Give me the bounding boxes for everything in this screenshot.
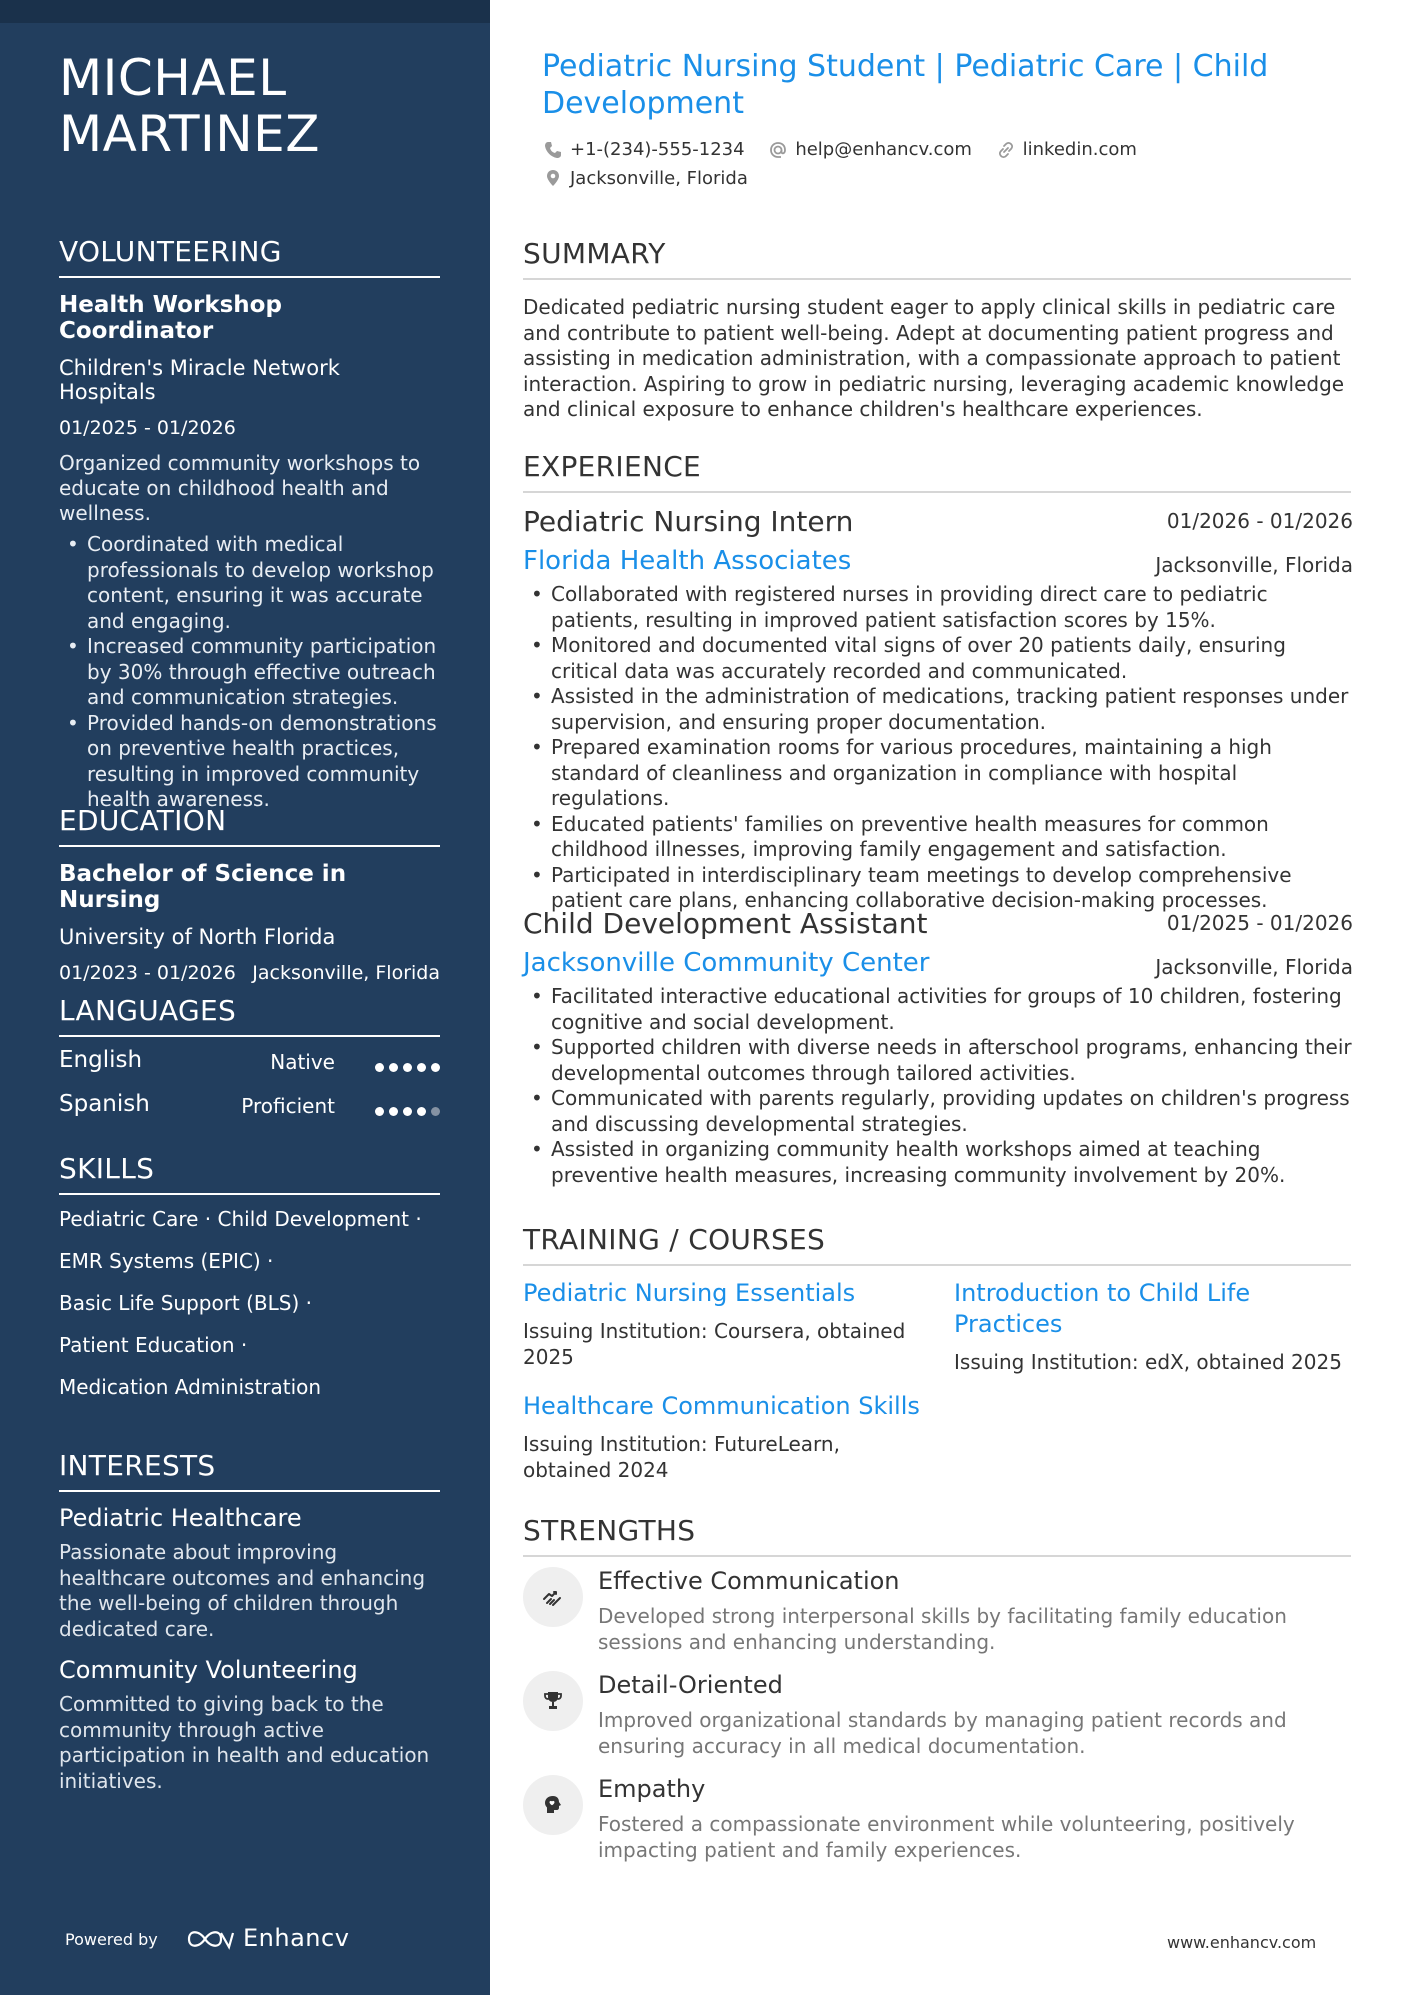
education-dates: 01/2023 - 01/2026 xyxy=(59,962,236,984)
list-item: • Educated patients' families on preventive health measures for common childhood illnesses, improving family engagement and satisfaction. xyxy=(523,812,1353,863)
volunteer-org: Children's Miracle Network Hospitals xyxy=(59,356,340,404)
job-bullets xyxy=(523,582,1353,914)
education-meta xyxy=(59,962,440,984)
job-location: Jacksonville, Florida xyxy=(1155,955,1353,979)
list-item: • Supported children with diverse needs in afterschool programs, enhancing their developmental outcomes through tailored activities. xyxy=(523,1035,1353,1086)
volunteer-description: Organized community workshops to educate on childhood health and wellness. xyxy=(59,451,421,525)
education-degree: Bachelor of Science in Nursing xyxy=(59,861,347,913)
rating-dot-filled xyxy=(403,1107,412,1116)
job-dates: 01/2025 - 01/2026 xyxy=(1166,911,1353,935)
job-bullets xyxy=(523,984,1353,1188)
powered-by-label: Powered by xyxy=(65,1930,158,1949)
at-icon xyxy=(768,140,788,160)
list-item: • Provided hands-on demonstrations on preventive health practices, resulting in improved community health awareness. xyxy=(59,711,440,813)
strength-title: Effective Communication xyxy=(598,1567,900,1595)
job-title: Child Development Assistant xyxy=(523,907,928,940)
language-rating xyxy=(370,1057,440,1067)
skills-section xyxy=(59,1152,440,1408)
job-entry xyxy=(523,505,1353,914)
list-item: • Monitored and documented vital signs of over 20 patients daily, ensuring critical data was accurately recorded and communicated. xyxy=(523,633,1353,684)
location-text: Jacksonville, Florida xyxy=(570,167,748,189)
course-title[interactable]: Pediatric Nursing Essentials xyxy=(523,1279,856,1307)
skill-line: Basic Life Support (BLS) · xyxy=(59,1291,313,1315)
enhancv-brand: Enhancv xyxy=(243,1924,350,1952)
summary-heading: SUMMARY xyxy=(523,237,1351,280)
strength-item xyxy=(523,1671,1353,1771)
list-item: • Assisted in the administration of medications, tracking patient responses under supervision, and ensuring proper documentation. xyxy=(523,684,1353,735)
rating-dot-filled xyxy=(375,1063,384,1072)
trophy-icon xyxy=(523,1671,583,1731)
course-issuer: Issuing Institution: FutureLearn, obtained 2024 xyxy=(523,1432,840,1482)
strength-title: Empathy xyxy=(598,1775,706,1803)
language-name: English xyxy=(59,1047,143,1073)
course-item xyxy=(523,1391,923,1483)
list-item: • Prepared examination rooms for various procedures, maintaining a high standard of cleanliness and organization in compliance with hospital regulations. xyxy=(523,735,1353,812)
list-item: • Facilitated interactive educational activities for groups of 10 children, fostering cognitive and social development. xyxy=(523,984,1353,1035)
education-section xyxy=(59,804,440,984)
skills-heading: SKILLS xyxy=(59,1152,440,1195)
email-text: help@enhancv.com xyxy=(795,139,972,160)
list-item: • Assisted in organizing community health workshops aimed at teaching preventive health measures, increasing community involvement by 20%. xyxy=(523,1137,1353,1188)
languages-section xyxy=(59,994,440,1129)
course-issuer: Issuing Institution: edX, obtained 2025 xyxy=(954,1350,1342,1374)
language-level: Native xyxy=(270,1050,335,1074)
strength-description: Fostered a compassionate environment while volunteering, positively impacting patient and family experiences. xyxy=(598,1812,1295,1862)
job-company[interactable]: Jacksonville Community Center xyxy=(523,948,930,978)
sidebar-top-bar xyxy=(0,0,490,23)
skills-list xyxy=(59,1198,440,1408)
phone-icon xyxy=(543,140,563,160)
rating-dot-filled xyxy=(431,1063,440,1072)
rating-dot-filled xyxy=(375,1107,384,1116)
contact-email[interactable] xyxy=(768,136,972,163)
list-item: • Increased community participation by 30% through effective outreach and communication strategies. xyxy=(59,634,440,711)
handshake-icon xyxy=(523,1567,583,1627)
interest-description: Passionate about improving healthcare outcomes and enhancing the well-being of children through dedicated care. xyxy=(59,1540,426,1641)
strength-item xyxy=(523,1567,1353,1667)
interest-description: Committed to giving back to the community through active participation in health and education initiatives. xyxy=(59,1692,430,1793)
job-location: Jacksonville, Florida xyxy=(1155,553,1353,577)
volunteering-section xyxy=(59,235,440,813)
strength-description: Developed strong interpersonal skills by facilitating family education sessions and enhancing understanding. xyxy=(598,1604,1287,1654)
volunteering-heading: VOLUNTEERING xyxy=(59,235,440,278)
course-item xyxy=(954,1278,1354,1376)
job-title: Pediatric Nursing Intern xyxy=(523,505,854,538)
interest-title: Pediatric Healthcare xyxy=(59,1504,302,1532)
language-row xyxy=(59,1085,440,1129)
list-item: • Communicated with parents regularly, providing updates on children's progress and discussing developmental strategies. xyxy=(523,1086,1353,1137)
contact-info xyxy=(543,136,1343,193)
education-location: Jacksonville, Florida xyxy=(252,962,440,984)
course-issuer: Issuing Institution: Coursera, obtained 2025 xyxy=(523,1319,906,1369)
linkedin-text: linkedin.com xyxy=(1022,139,1137,160)
location-pin-icon xyxy=(543,168,563,188)
list-item: • Collaborated with registered nurses in providing direct care to pediatric patients, resulting in improved patient satisfaction scores by 15%. xyxy=(523,582,1353,633)
skill-line: EMR Systems (EPIC) · xyxy=(59,1249,274,1273)
contact-location xyxy=(543,165,748,192)
strength-description: Improved organizational standards by managing patient records and ensuring accuracy in all medical documentation. xyxy=(598,1708,1287,1758)
skill-line: Patient Education · xyxy=(59,1333,248,1357)
person-name: MICHAEL MARTINEZ xyxy=(59,49,320,163)
job-entry xyxy=(523,907,1353,1188)
training-heading: TRAINING / COURSES xyxy=(523,1223,1351,1266)
rating-dot-filled xyxy=(417,1063,426,1072)
language-level: Proficient xyxy=(241,1094,335,1118)
experience-heading: EXPERIENCE xyxy=(523,450,1351,493)
volunteer-bullets xyxy=(59,532,440,813)
languages-heading: LANGUAGES xyxy=(59,994,440,1037)
course-title[interactable]: Healthcare Communication Skills xyxy=(523,1392,920,1420)
interests-section xyxy=(59,1449,440,1794)
education-school: University of North Florida xyxy=(59,925,336,949)
course-title[interactable]: Introduction to Child Life Practices xyxy=(954,1279,1251,1338)
rating-dot-filled xyxy=(389,1107,398,1116)
education-heading: EDUCATION xyxy=(59,804,440,847)
language-row xyxy=(59,1041,440,1085)
interests-heading: INTERESTS xyxy=(59,1449,440,1492)
skill-line: Medication Administration xyxy=(59,1375,322,1399)
job-dates: 01/2026 - 01/2026 xyxy=(1166,509,1353,533)
strength-item xyxy=(523,1775,1353,1875)
contact-linkedin[interactable] xyxy=(996,136,1137,163)
volunteer-dates: 01/2025 - 01/2026 xyxy=(59,417,236,439)
strengths-heading: STRENGTHS xyxy=(523,1514,1351,1557)
rating-dot-filled xyxy=(403,1063,412,1072)
enhancv-logo-icon xyxy=(185,1922,235,1956)
strength-title: Detail-Oriented xyxy=(598,1671,783,1699)
skill-line: Pediatric Care · Child Development · xyxy=(59,1207,422,1231)
footer-url[interactable]: www.enhancv.com xyxy=(1167,1933,1317,1952)
list-item: • Coordinated with medical professionals to develop workshop content, ensuring it was accurate and engaging. xyxy=(59,532,440,634)
summary-text: Dedicated pediatric nursing student eager to apply clinical skills in pediatric care and contribute to patient well-being. Adept at documenting patient progress and assisting in medication administration, with a compassionate approach to patient interaction. Aspiring to grow in pediatric nursing, leveraging academic knowledge and clinical exposure to enhance children's healthcare experiences. xyxy=(523,295,1345,421)
headline: Pediatric Nursing Student | Pediatric Care | Child Development xyxy=(542,49,1269,121)
rating-dot-filled xyxy=(417,1107,426,1116)
link-icon xyxy=(996,140,1016,160)
job-company[interactable]: Florida Health Associates xyxy=(523,546,852,576)
interest-title: Community Volunteering xyxy=(59,1656,358,1684)
list-item: • Participated in interdisciplinary team meetings to develop comprehensive patient care plans, enhancing collaborative decision-making processes. xyxy=(523,863,1353,914)
course-item xyxy=(523,1278,923,1370)
rating-dot-filled xyxy=(389,1063,398,1072)
language-rating xyxy=(370,1101,440,1111)
language-name: Spanish xyxy=(59,1091,150,1117)
head-heart-icon xyxy=(523,1775,583,1835)
phone-text: +1-(234)-555-1234 xyxy=(570,139,745,160)
rating-dot-empty xyxy=(431,1107,440,1116)
volunteer-role: Health Workshop Coordinator xyxy=(59,292,282,344)
contact-phone[interactable] xyxy=(543,136,745,163)
